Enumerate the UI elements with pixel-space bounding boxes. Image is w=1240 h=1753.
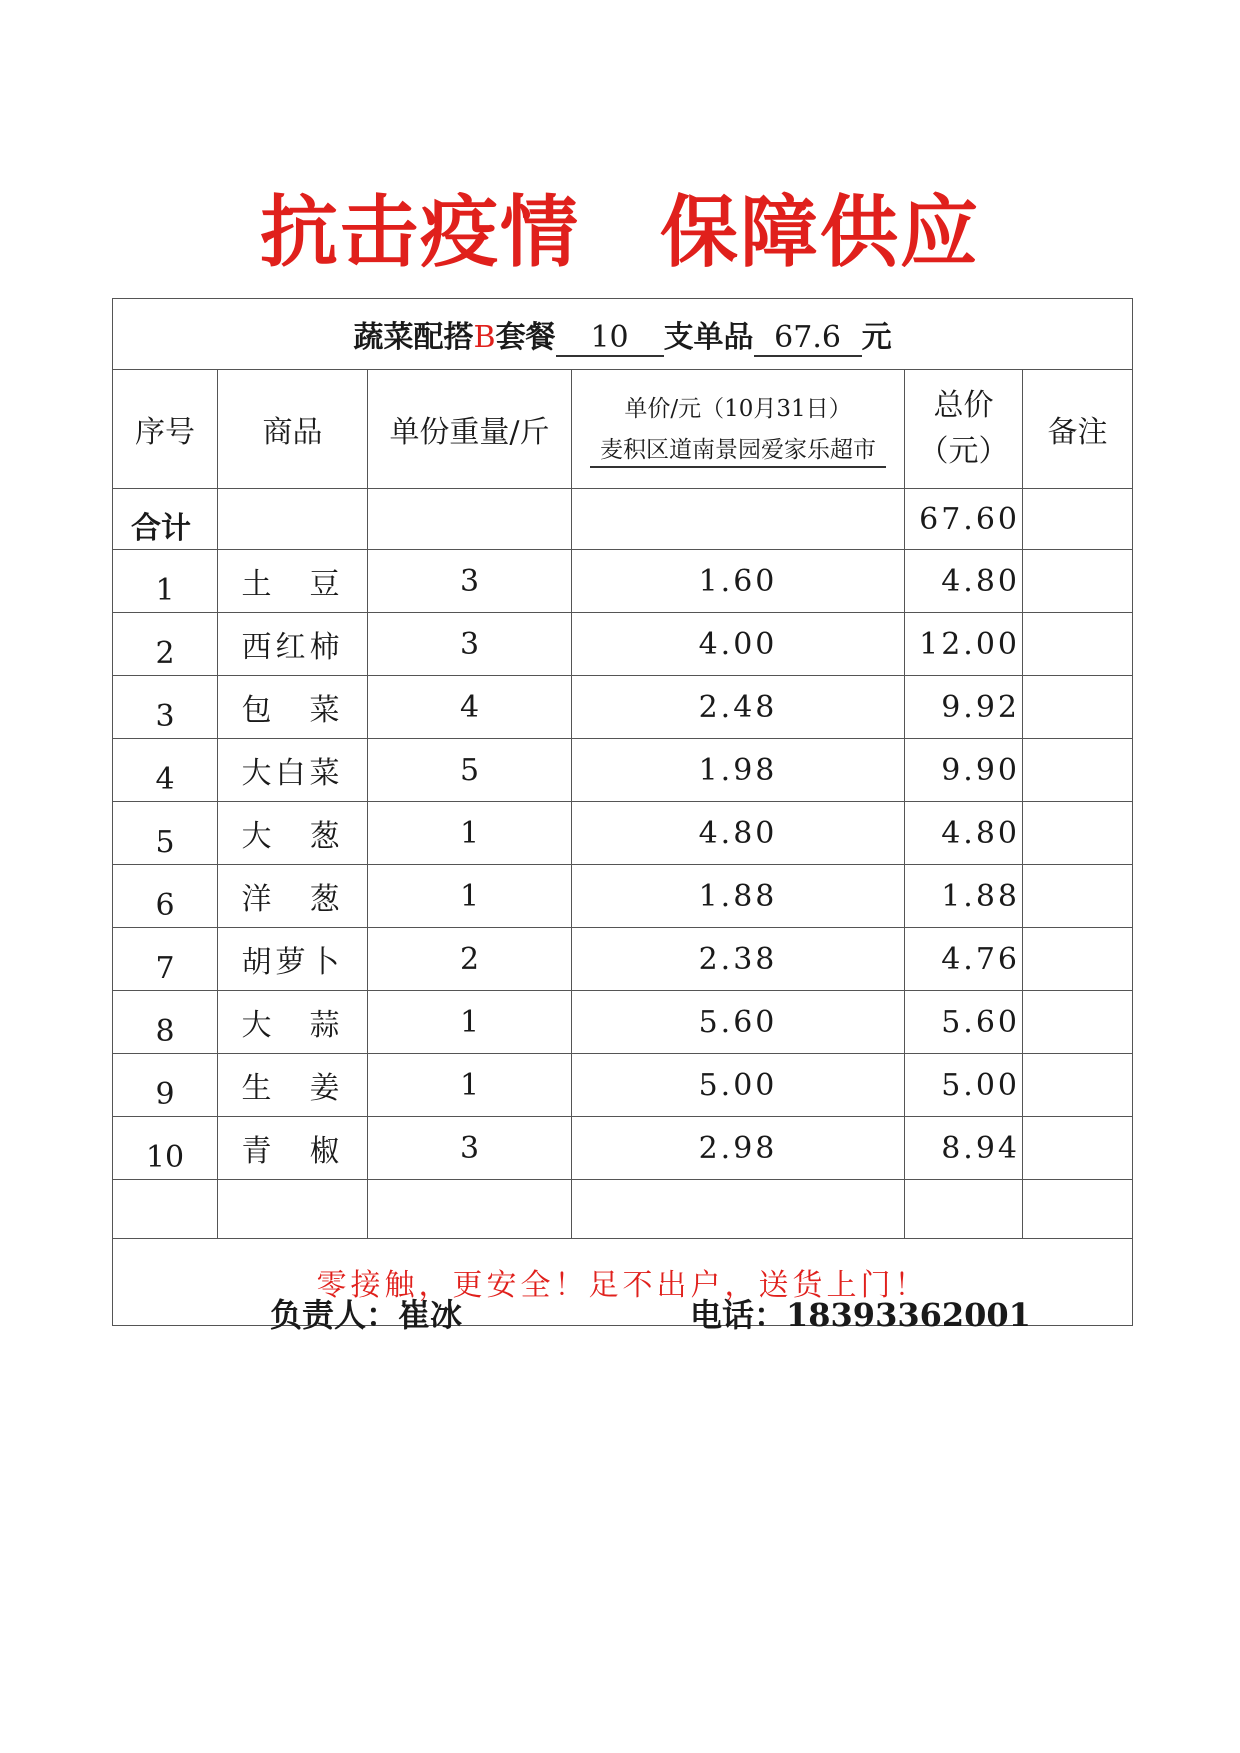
row-weight: 3 [368,613,572,676]
row-total: 5.00 [905,1054,1023,1117]
row-note [1023,802,1133,865]
row-weight: 3 [368,1117,572,1180]
table-caption [113,299,1133,370]
row-index: 5 [113,802,218,865]
row-item-name: 青 椒 [218,1117,368,1180]
row-note [1023,991,1133,1054]
row-total: 4.80 [905,802,1023,865]
headline-right: 保障供应 [660,187,981,278]
row-unit-price: 1.88 [572,865,905,928]
summary-empty-cell [218,489,368,550]
row-item-name: 洋 葱 [218,865,368,928]
table-row [113,991,1133,1054]
summary-empty-cell [572,489,905,550]
row-note [1023,676,1133,739]
caption-count: 10 [556,321,664,357]
row-unit-price: 1.98 [572,739,905,802]
row-weight: 1 [368,865,572,928]
row-weight: 1 [368,991,572,1054]
summary-total: 67.60 [905,489,1023,550]
row-weight: 3 [368,550,572,613]
row-item-name: 包 菜 [218,676,368,739]
row-index: 6 [113,865,218,928]
row-index: 1 [113,550,218,613]
page-headline [0,170,1240,282]
row-index: 10 [113,1117,218,1180]
price-table [112,298,1133,1326]
row-total: 9.90 [905,739,1023,802]
table-row [113,676,1133,739]
empty-cell [368,1180,572,1239]
summary-empty-cell [1023,489,1133,550]
row-item-name: 土 豆 [218,550,368,613]
row-unit-price: 2.38 [572,928,905,991]
row-weight: 2 [368,928,572,991]
row-note [1023,865,1133,928]
row-index: 2 [113,613,218,676]
empty-row [113,1180,1133,1239]
table-row [113,928,1133,991]
row-item-name: 大白菜 [218,739,368,802]
row-unit-price: 2.48 [572,676,905,739]
item-rows [113,550,1133,1180]
row-weight: 1 [368,1054,572,1117]
row-total: 1.88 [905,865,1023,928]
table-row [113,613,1133,676]
caption-package-word: 套餐 [495,319,556,355]
row-total: 9.92 [905,676,1023,739]
row-note [1023,1054,1133,1117]
col-header-total [905,370,1023,489]
row-index: 4 [113,739,218,802]
col-header-price-line2: 麦积区道南景园爱家乐超市 [590,431,886,468]
row-note [1023,613,1133,676]
row-total: 4.76 [905,928,1023,991]
row-unit-price: 4.80 [572,802,905,865]
row-weight: 4 [368,676,572,739]
col-header-price-line1: 单价/元（10月31日） [624,396,852,422]
contact-person: 负责人：崔冰 [270,1296,463,1334]
row-item-name: 大 蒜 [218,991,368,1054]
headline-left: 抗击疫情 [259,187,580,278]
caption-middle: 支单品 [663,319,754,355]
row-weight: 1 [368,802,572,865]
col-header-note: 备注 [1023,370,1133,489]
caption-prefix: 蔬菜配搭 [353,319,474,355]
col-header-item: 商品 [218,370,368,489]
row-note [1023,928,1133,991]
col-header-index: 序号 [113,370,218,489]
summary-row [113,489,1133,550]
row-total: 4.80 [905,550,1023,613]
table-caption-row [113,299,1133,370]
row-item-name: 大 葱 [218,802,368,865]
row-unit-price: 4.00 [572,613,905,676]
row-weight: 5 [368,739,572,802]
table-row [113,1054,1133,1117]
col-header-price [572,370,905,489]
row-index: 3 [113,676,218,739]
col-header-total-line2: （元） [918,434,1009,469]
summary-empty-cell [368,489,572,550]
empty-cell [113,1180,218,1239]
summary-label: 合计 [113,489,218,550]
row-total: 12.00 [905,613,1023,676]
row-unit-price: 1.60 [572,550,905,613]
table-row [113,865,1133,928]
col-header-weight: 单份重量/斤 [368,370,572,489]
caption-variant: B [473,319,496,355]
col-header-total-line1: 总价 [933,388,994,423]
row-item-name: 西红柿 [218,613,368,676]
row-index: 9 [113,1054,218,1117]
empty-cell [218,1180,368,1239]
row-index: 7 [113,928,218,991]
row-total: 5.60 [905,991,1023,1054]
row-note [1023,1117,1133,1180]
table-row [113,739,1133,802]
row-unit-price: 2.98 [572,1117,905,1180]
row-note [1023,739,1133,802]
table-row [113,550,1133,613]
row-unit-price: 5.60 [572,991,905,1054]
row-unit-price: 5.00 [572,1054,905,1117]
contact-phone: 电话：18393362001 [690,1296,1031,1334]
caption-unit: 元 [861,319,892,355]
row-total: 8.94 [905,1117,1023,1180]
caption-price: 67.6 [754,321,862,357]
table-row [113,802,1133,865]
empty-cell [905,1180,1023,1239]
row-item-name: 生 姜 [218,1054,368,1117]
table-row [113,1117,1133,1180]
row-note [1023,550,1133,613]
slogan-text: 零接触，更安全！足不出户，送货上门！ [113,1239,1133,1326]
empty-cell [572,1180,905,1239]
table-header-row [113,370,1133,489]
row-item-name: 胡萝卜 [218,928,368,991]
empty-cell [1023,1180,1133,1239]
row-index: 8 [113,991,218,1054]
